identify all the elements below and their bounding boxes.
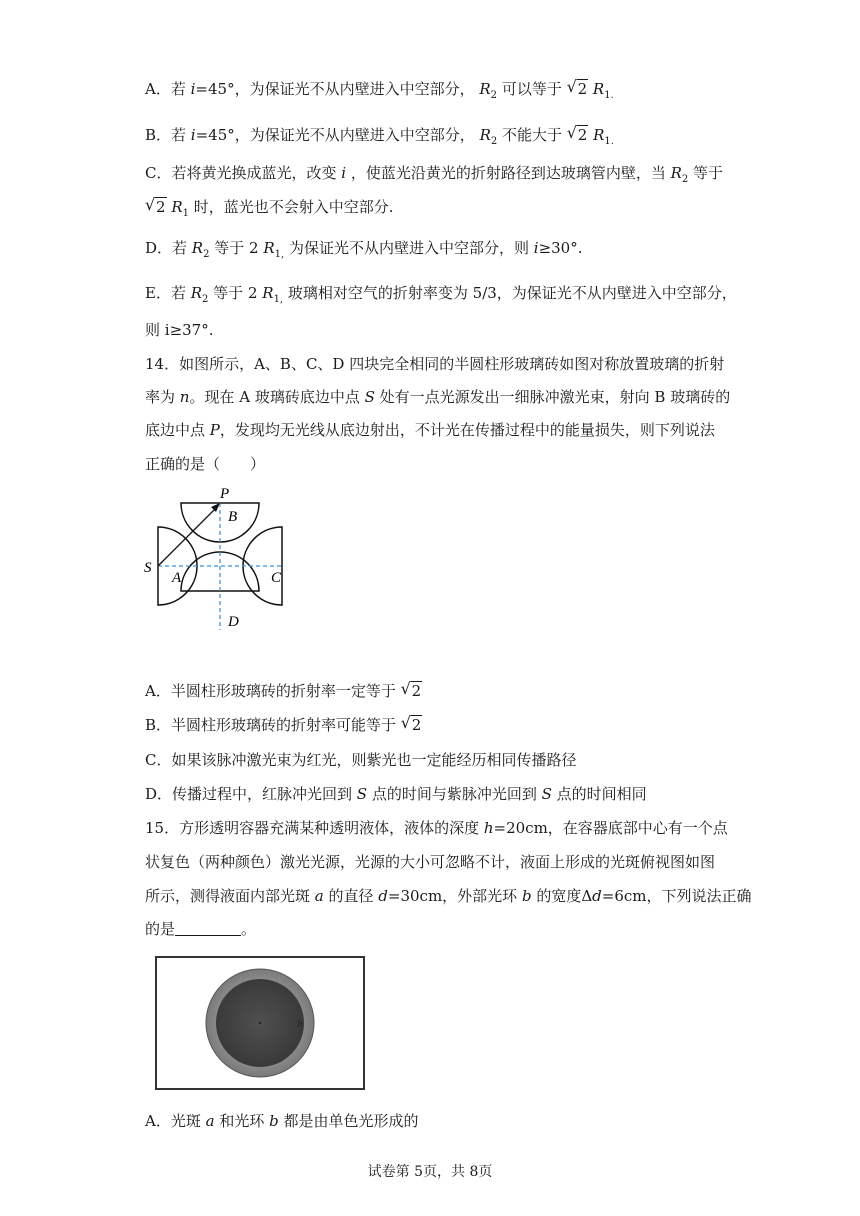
label-d: D [228, 614, 239, 630]
sqrt-symbol: √ 2 [401, 681, 423, 701]
q13-option-e-line2: 则 i≥37°. [145, 321, 214, 339]
glass-brick-a [158, 527, 197, 605]
light-source-point [259, 1022, 261, 1024]
q13-option-d: D．若 $R_2$ 等于 2 $R_{1,}$ 为保证光不从内壁进入中空部分，则 i≥30°. [145, 239, 583, 260]
q13-option-c-line1: C．若将黄光换成蓝光，改变 i ，使蓝光沿黄光的折射路径到达玻璃管内壁，当 $R_2$ 等于 [145, 164, 724, 185]
q14-stem-line2: 率为 n。现在 A 玻璃砖底边中点 S 处有一点光源发出一细脉冲激光束，射向 B 玻璃砖的 [145, 388, 731, 406]
label-a: A [172, 570, 182, 586]
q15-stem-line1: 15．方形透明容器充满某种透明液体，液体的深度 h=20cm，在容器底部中心有一个点 [145, 819, 728, 837]
q13-option-a: A．若 i=45°，为保证光不从内壁进入中空部分， $R_2$ 可以等于 √ 2 $R_{1.}$ [145, 79, 614, 106]
sqrt-symbol: √ 2 [401, 715, 423, 735]
q14-option-b: B．半圆柱形玻璃砖的折射率可能等于 √ 2 [145, 715, 422, 735]
q14-option-a: A．半圆柱形玻璃砖的折射率一定等于 √ 2 [145, 681, 422, 701]
q14-option-d: D．传播过程中，红脉冲光回到 S 点的时间与紫脉冲光回到 S 点的时间相同 [145, 785, 647, 803]
label-c: C [271, 570, 282, 586]
answer-blank[interactable] [175, 921, 241, 936]
q14-stem-line1: 14．如图所示，A、B、C、D 四块完全相同的半圆柱形玻璃砖如图对称放置玻璃的折射 [145, 355, 725, 373]
q13-option-b: B．若 i=45°，为保证光不从内壁进入中空部分， $R_2$ 不能大于 √ 2 $R_{1.}$ [145, 125, 614, 152]
label-b: B [228, 509, 238, 525]
arrow-head-icon [211, 503, 220, 512]
q13-option-c-line2: √ 2 $R_1$ 时，蓝光也不会射入中空部分. [145, 197, 394, 224]
q13-option-e-line1: E．若 $R_2$ 等于 2 $R_{1,}$ 玻璃相对空气的折射率变为 5/3，为保证光不从内壁进入中空部分， [145, 284, 737, 305]
label-ring-b: b [297, 1018, 303, 1030]
label-p: P [220, 486, 230, 502]
q15-stem-line4: 的是 。 [145, 920, 257, 938]
q14-stem-line3: 底边中点 P，发现均无光线从底边射出，不计光在传播过程中的能量损失，则下列说法 [145, 421, 715, 439]
glass-brick-b [181, 503, 259, 542]
q15-figure [152, 953, 368, 1091]
q14-stem-line4: 正确的是（ ） [145, 455, 266, 473]
q15-stem-line2: 状复色（两种颜色）激光光源，光源的大小可忽略不计，液面上形成的光斑俯视图如图 [145, 853, 716, 871]
light-ray [158, 506, 218, 566]
label-s: S [144, 560, 152, 576]
q15-stem-line3: 所示，测得液面内部光斑 a 的直径 d=30cm，外部光环 b 的宽度Δd=6cm，下列说法正确 [145, 887, 752, 905]
q14-figure [140, 482, 310, 638]
q15-option-a: A．光斑 a 和光环 b 都是由单色光形成的 [145, 1112, 419, 1130]
q14-option-c: C．如果该脉冲激光束为红光，则紫光也一定能经历相同传播路径 [145, 751, 577, 769]
sqrt-symbol: √ 2 [567, 125, 589, 145]
glass-brick-c [243, 527, 282, 605]
sqrt-symbol: √ 2 [145, 197, 167, 217]
page-footer: 试卷第 5页，共 8页 [367, 1164, 493, 1180]
sqrt-symbol: √ 2 [567, 79, 589, 99]
